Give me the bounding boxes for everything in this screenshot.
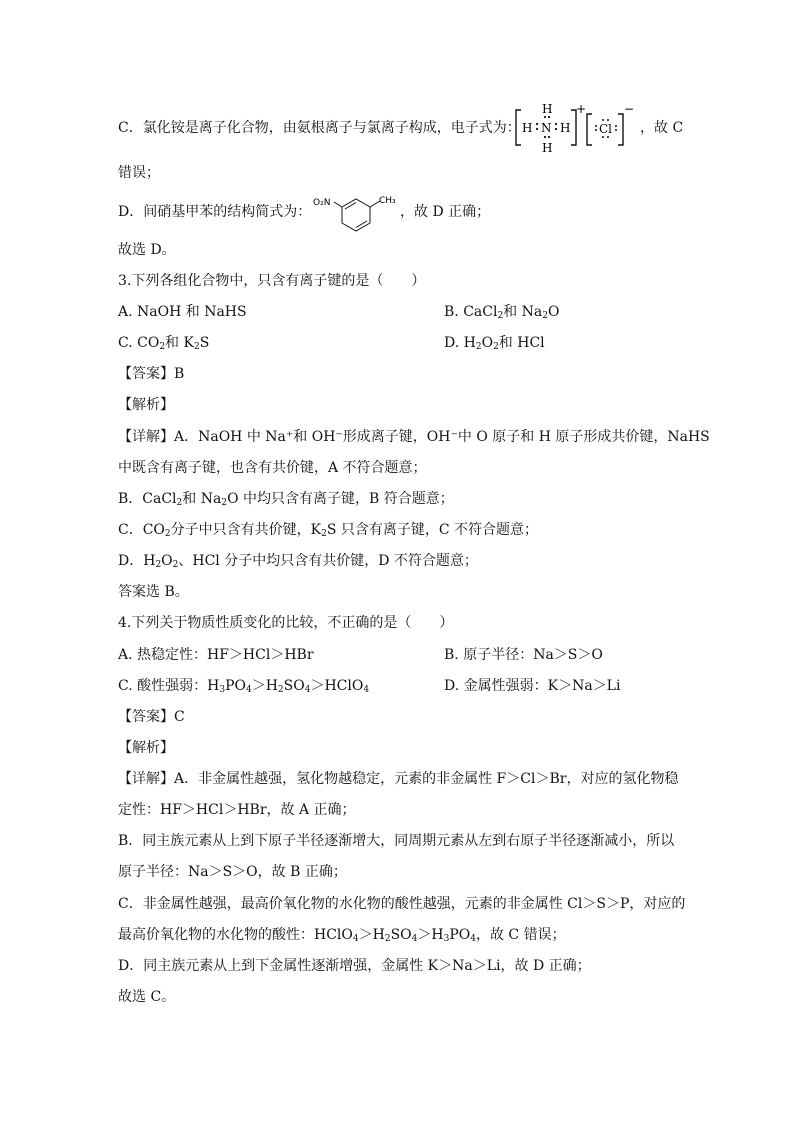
q4-explain-2: 定性：HF＞HCl＞HBr，故 A 正确； [118, 802, 356, 818]
q4-analysis-label: 【解析】 [118, 740, 174, 756]
cl-atom: Cl [599, 122, 613, 136]
q3-answer: 【答案】B [118, 366, 185, 382]
nh4-plus-charge: + [576, 102, 587, 116]
q4-explain-6: 最高价氧化物的水化物的酸性：$HClO_4>H_2SO_4>H_3PO_4$，故 C 错误； [118, 927, 566, 944]
q3-option-a: A. NaOH 和 NaHS [118, 304, 247, 320]
nh4-h-right: H [560, 121, 571, 135]
item-c-line [118, 119, 521, 137]
q3-explain-1: 【详解】A．NaOH 中 Na⁺和 OH⁻形成离子键，OH⁻中 O 原子和 H 原子形成共价键，NaHS [118, 429, 710, 445]
item-d-text: D．间硝基甲苯的结构简式为： [118, 204, 312, 220]
q3-option-d: D. $H_2O_2$和 HCl [444, 335, 545, 352]
q3-explain-2: 中既含有离子键，也含有共价键，A 不符合题意； [118, 460, 427, 476]
item-c-suffix: ，故 C [640, 120, 684, 136]
q4-option-d: D. 金属性强弱：K＞Na＞Li [444, 678, 621, 694]
ch3-label: CH₃ [379, 196, 396, 206]
q3-explain-3: B．CaCl$_2$和 $Na_2O$ 中均只含有离子键，B 符合题意； [118, 491, 454, 508]
q4-explain-8: 故选 C。 [118, 989, 176, 1005]
nh4cl-electron-formula [512, 100, 642, 158]
q3-option-b: B. CaCl$_2$和 $Na_2O$ [444, 304, 560, 321]
q4-option-b: B. 原子半径：Na＞S＞O [444, 647, 603, 663]
nh4-h-bottom: H [542, 141, 553, 155]
nh4-n: N [541, 121, 552, 135]
item-d-final: 故选 D。 [118, 242, 176, 258]
item-c-text: C．氯化铵是离子化合物，由氨根离子与氯离子构成，电子式为： [118, 120, 521, 136]
q3-explain-5: D．$H_2O_2$、HCl 分子中均只含有共价键，D 不符合题意； [118, 553, 478, 570]
q3-analysis-label: 【解析】 [118, 397, 174, 413]
q4-option-c: C. 酸性强弱：$H_3PO_4>H_2SO_4>HClO_4$ [118, 678, 370, 695]
q4-explain-4: 原子半径：Na＞S＞O，故 B 正确； [118, 864, 347, 880]
q4-option-a: A. 热稳定性：HF＞HCl＞HBr [118, 647, 314, 663]
nh4-h-left: H [522, 121, 533, 135]
no2-label: O₂N [313, 198, 331, 208]
q4-explain-3: B．同主族元素从上到下原子半径逐渐增大，同周期元素从左到右原子半径逐渐减小，所以 [118, 833, 675, 849]
q3-stem: 3.下列各组化合物中，只含有离子键的是（ ） [118, 273, 426, 289]
q3-option-c: C. $CO_2$和 $K_2S$ [118, 335, 210, 352]
q4-explain-7: D．同主族元素从上到下金属性逐渐增强，金属性 K＞Na＞Li，故 D 正确； [118, 958, 591, 974]
q3-explain-4: C．$CO_2$分子中只含有共价键，$K_2S$ 只含有离子键，C 不符合题意； [118, 522, 539, 539]
q4-stem: 4.下列关于物质性质变化的比较，不正确的是（ ） [118, 615, 454, 631]
item-d-suffix: ，故 D 正确； [400, 204, 491, 220]
q3-explain-6: 答案选 B。 [118, 584, 189, 600]
q4-answer: 【答案】C [118, 709, 185, 725]
m-nitrotoluene-structure [312, 190, 404, 240]
item-c-cont: 错误； [118, 165, 160, 181]
q4-explain-1: 【详解】A．非金属性越强，氢化物越稳定，元素的非金属性 F＞Cl＞Br，对应的氢化物稳 [118, 771, 679, 787]
nh4-h-top: H [542, 102, 553, 116]
q4-explain-5: C．非金属性越强，最高价氧化物的水化物的酸性越强，元素的非金属性 Cl＞S＞P，对应的 [118, 896, 686, 912]
cl-minus-charge: − [624, 102, 635, 116]
